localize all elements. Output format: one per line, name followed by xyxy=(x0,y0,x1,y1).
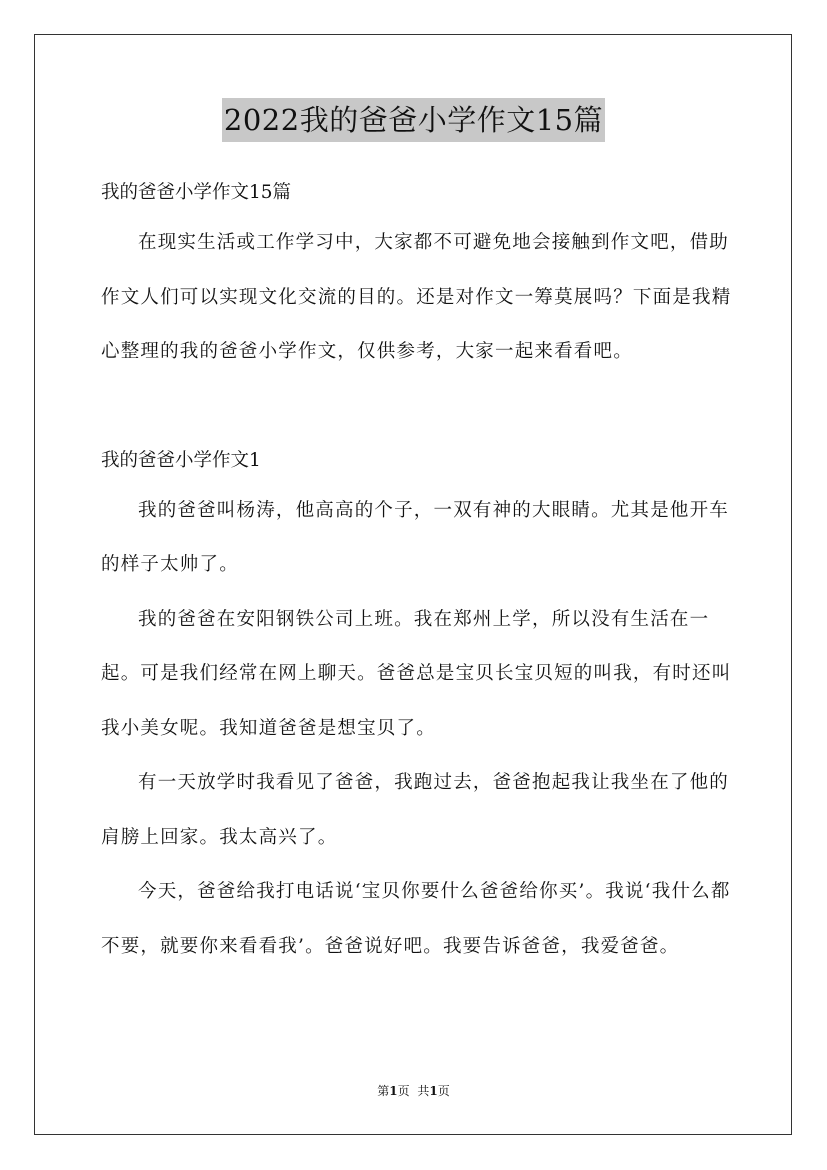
page-label-suffix: 页 xyxy=(397,1084,410,1098)
section-heading: 我的爸爸小学作文1 xyxy=(101,449,261,471)
section-spacer xyxy=(101,380,741,438)
document-body xyxy=(101,170,741,974)
title-container xyxy=(0,98,827,142)
paragraph-1: 我的爸爸叫杨涛，他高高的个子，一双有神的大眼睛。尤其是他开车的样子太帅了。 xyxy=(101,499,730,575)
total-label-suffix: 页 xyxy=(437,1084,450,1098)
page-footer xyxy=(0,1082,827,1100)
paragraph-2: 我的爸爸在安阳钢铁公司上班。我在郑州上学，所以没有生活在一起。可是我们经常在网上聊天。爸爸总是宝贝长宝贝短的叫我，有时还叫我小美女呢。我知道爸爸是想宝贝了。 xyxy=(101,608,732,739)
page-label-prefix: 第 xyxy=(377,1084,390,1098)
intro-paragraph: 在现实生活或工作学习中，大家都不可避免地会接触到作文吧，借助作文人们可以实现文化交流的目的。还是对作文一筹莫展吗？下面是我精心整理的我的爸爸小学作文，仅供参考，大家一起来看看吧。 xyxy=(101,232,732,362)
document-title: 2022我的爸爸小学作文15篇 xyxy=(222,98,605,142)
paragraph-4: 今天，爸爸给我打电话说‘宝贝你要什么爸爸给你买’。我说‘我什么都不要，就要你来看看我’。爸爸说好吧。我要告诉爸爸，我爱爸爸。 xyxy=(101,881,731,957)
total-label-prefix: 共 xyxy=(417,1084,430,1098)
total-pages: 1 xyxy=(429,1084,438,1098)
page-number: 1 xyxy=(389,1084,398,1098)
document-subtitle: 我的爸爸小学作文15篇 xyxy=(101,182,292,203)
paragraph-3: 有一天放学时我看见了爸爸，我跑过去，爸爸抱起我让我坐在了他的肩膀上回家。我太高兴了。 xyxy=(101,772,730,848)
